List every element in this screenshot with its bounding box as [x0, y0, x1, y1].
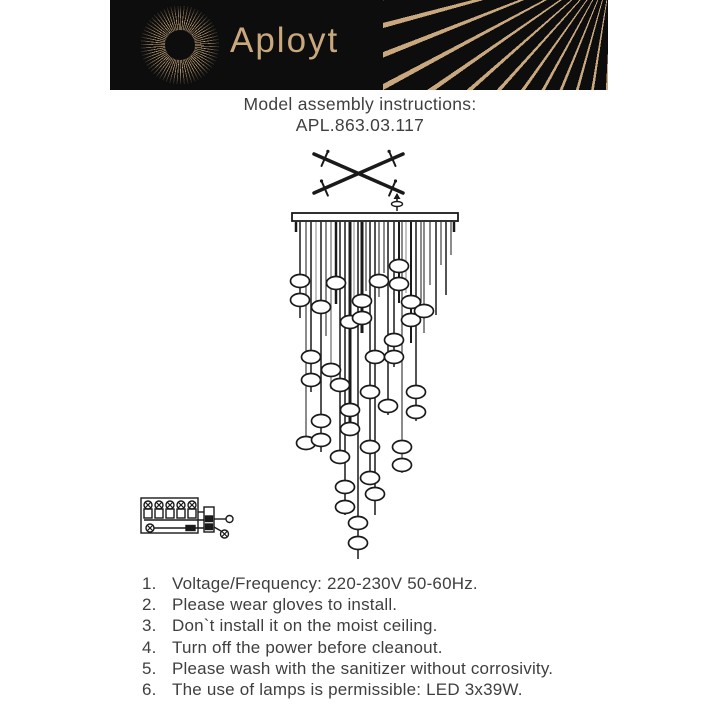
lamp-shade	[415, 305, 434, 318]
lamp-shade	[322, 364, 341, 377]
mounting-cross	[314, 150, 403, 196]
lamp-shade	[302, 351, 321, 364]
item-text: Please wear gloves to install.	[172, 595, 398, 615]
item-number: 3.	[142, 616, 157, 636]
item-text: Voltage/Frequency: 220-230V 50-60Hz.	[172, 574, 478, 593]
shades-group	[291, 260, 434, 550]
lamp-shade	[385, 334, 404, 347]
instruction-item	[128, 658, 553, 679]
lamp-shade	[407, 386, 426, 399]
lamp-shade	[385, 351, 404, 364]
item-text: The use of lamps is permissible: LED 3x39W.	[172, 680, 523, 700]
lamp-shade	[341, 423, 360, 436]
instruction-item	[128, 637, 553, 658]
lamp-shade	[393, 459, 412, 472]
lamp-shade	[312, 415, 331, 428]
lamp-shade	[291, 275, 310, 288]
lamp-shade	[312, 301, 331, 314]
item-number: 5.	[142, 658, 157, 678]
item-text: Please wash with the sanitizer without corrosivity.	[172, 658, 554, 678]
lamp-shade	[407, 406, 426, 419]
instruction-item	[128, 573, 553, 594]
lamp-shade	[370, 275, 389, 288]
lamp-shade	[291, 294, 310, 307]
instruction-item	[128, 594, 553, 615]
instruction-item	[128, 679, 553, 700]
lamp-shade	[336, 501, 355, 514]
item-number: 6.	[142, 680, 157, 700]
item-number: 4.	[142, 637, 157, 657]
lamp-shade	[331, 451, 350, 464]
item-number: 1.	[142, 574, 157, 593]
lamp-shade	[349, 517, 368, 530]
item-text: Turn off the power before cleanout.	[172, 637, 443, 657]
lamp-shade	[312, 434, 331, 447]
lamp-shade	[390, 260, 409, 273]
lamp-shade	[393, 441, 412, 454]
canopy-plate	[292, 213, 458, 221]
item-text: Don`t install it on the moist ceiling.	[172, 616, 438, 636]
lamp-shade	[353, 312, 372, 325]
lamp-shade	[327, 277, 346, 290]
lamp-shade	[361, 472, 380, 485]
model-number: APL.863.03.117	[295, 115, 425, 135]
instructions-heading: Model assembly instructions:	[243, 94, 477, 114]
wiring-diagram	[141, 498, 233, 538]
instruction-item	[128, 615, 553, 636]
lamp-shade	[366, 351, 385, 364]
lamp-shade	[349, 537, 368, 550]
lamp-shade	[366, 488, 385, 501]
lamp-shade	[390, 278, 409, 291]
lamp-shade	[353, 295, 372, 308]
hanging-bolt	[392, 193, 403, 211]
lamp-shade	[361, 441, 380, 454]
lamp-shade	[331, 379, 350, 392]
lamp-shade	[379, 400, 398, 413]
lamp-shade	[361, 386, 380, 399]
lamp-shade	[302, 374, 321, 387]
item-number: 2.	[142, 595, 157, 615]
instructions-list	[128, 573, 553, 700]
brand-name: Aployt	[230, 21, 340, 60]
lamp-shade	[341, 404, 360, 417]
lamp-shade	[336, 481, 355, 494]
